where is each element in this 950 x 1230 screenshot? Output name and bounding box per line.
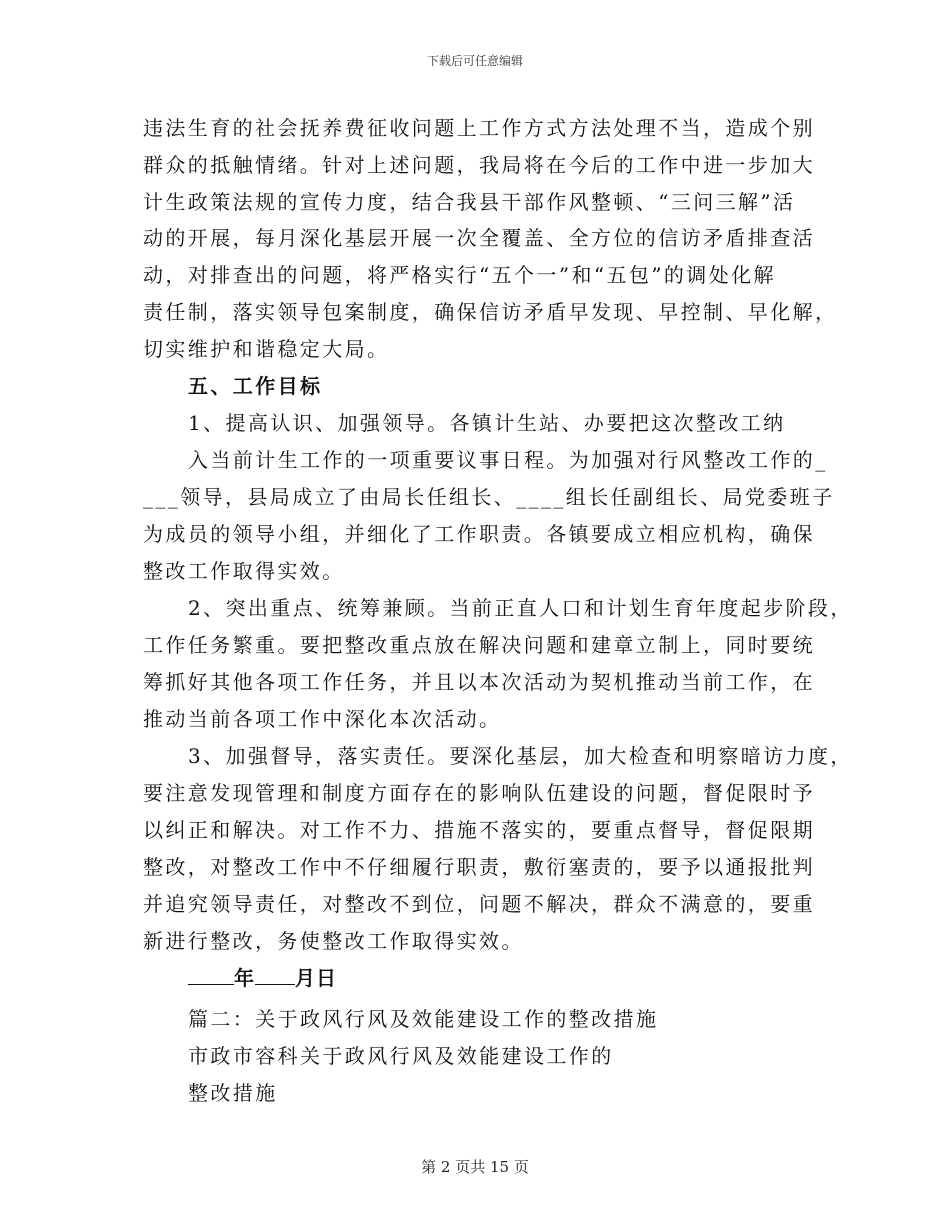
paragraph-line: 计生政策法规的宣传力度，结合我县干部作风整顿、“三问三解”活 xyxy=(143,190,796,214)
month-day-label: 月日 xyxy=(295,966,337,990)
paragraph-line: 动的开展，每月深化基层开展一次全覆盖、全方位的信访矛盾排查活 xyxy=(143,226,815,250)
paragraph-line: 群众的抵触情绪。针对上述问题，我局将在今后的工作中进一步加大 xyxy=(143,153,815,177)
paragraph-line: 违法生育的社会抚养费征收问题上工作方式方法处理不当，造成个别 xyxy=(143,116,815,140)
paragraph-line: 切实维护和谐稳定大局。 xyxy=(143,337,390,361)
item3-line: 并追究领导责任，对整改不到位，问题不解决，群众不满意的，要重 xyxy=(143,892,815,916)
page-footer: 第 2 页共 15 页 xyxy=(421,1158,529,1176)
date-line xyxy=(188,966,337,990)
part2-subtitle-line: 整改措施 xyxy=(188,1081,278,1105)
page-header-note: 下载后可任意编辑 xyxy=(426,54,523,68)
item3-line: 以纠正和解决。对工作不力、措施不落实的，要重点督导，督促限期 xyxy=(143,818,815,842)
item2-line: 2、突出重点、统筹兼顾。当前正直人口和计划生育年度起步阶段， xyxy=(188,596,853,620)
item1-line: ___领导，县局成立了由局长任组长、____组长任副组长、局党委班子 xyxy=(143,485,835,509)
item3-line: 3、加强督导，落实责任。要深化基层，加大检查和明察暗访力度， xyxy=(188,744,853,768)
paragraph-line: 动，对排查出的问题，将严格实行“五个一”和“五包”的调处化解 xyxy=(143,263,776,287)
item2-line: 筹抓好其他各项工作任务，并且以本次活动为契机推动当前工作，在 xyxy=(143,670,815,694)
item2-line: 推动当前各项工作中深化本次活动。 xyxy=(143,707,502,731)
item1-line: 为成员的领导小组，并细化了工作职责。各镇要成立相应机构，确保 xyxy=(143,522,815,546)
section-heading: 五、工作目标 xyxy=(188,374,323,398)
month-blank xyxy=(255,966,295,985)
item2-line: 工作任务繁重。要把整改重点放在解决问题和建章立制上，同时要统 xyxy=(143,633,815,657)
item1-line: 入当前计生工作的一项重要议事日程。为加强对行风整改工作的_ xyxy=(188,448,828,472)
year-label: 年 xyxy=(234,966,255,990)
item1-line: 整改工作取得实效。 xyxy=(143,559,345,583)
paragraph-line: 责任制，落实领导包案制度，确保信访矛盾早发现、早控制、早化解， xyxy=(143,300,838,324)
item3-line: 要注意发现管理和制度方面存在的影响队伍建设的问题，督促限时予 xyxy=(143,781,815,805)
item1-line: 1、提高认识、加强领导。各镇计生站、办要把这次整改工纳 xyxy=(188,411,786,435)
item3-line: 整改，对整改工作中不仔细履行职责，敷衍塞责的，要予以通报批判 xyxy=(143,855,815,879)
part2-subtitle-line: 市政市容科关于政风行风及效能建设工作的 xyxy=(188,1044,614,1068)
part2-title-line: 篇二：关于政风行风及效能建设工作的整改措施 xyxy=(188,1007,659,1031)
year-blank xyxy=(188,966,234,985)
item3-line: 新进行整改，务使整改工作取得实效。 xyxy=(143,929,524,953)
